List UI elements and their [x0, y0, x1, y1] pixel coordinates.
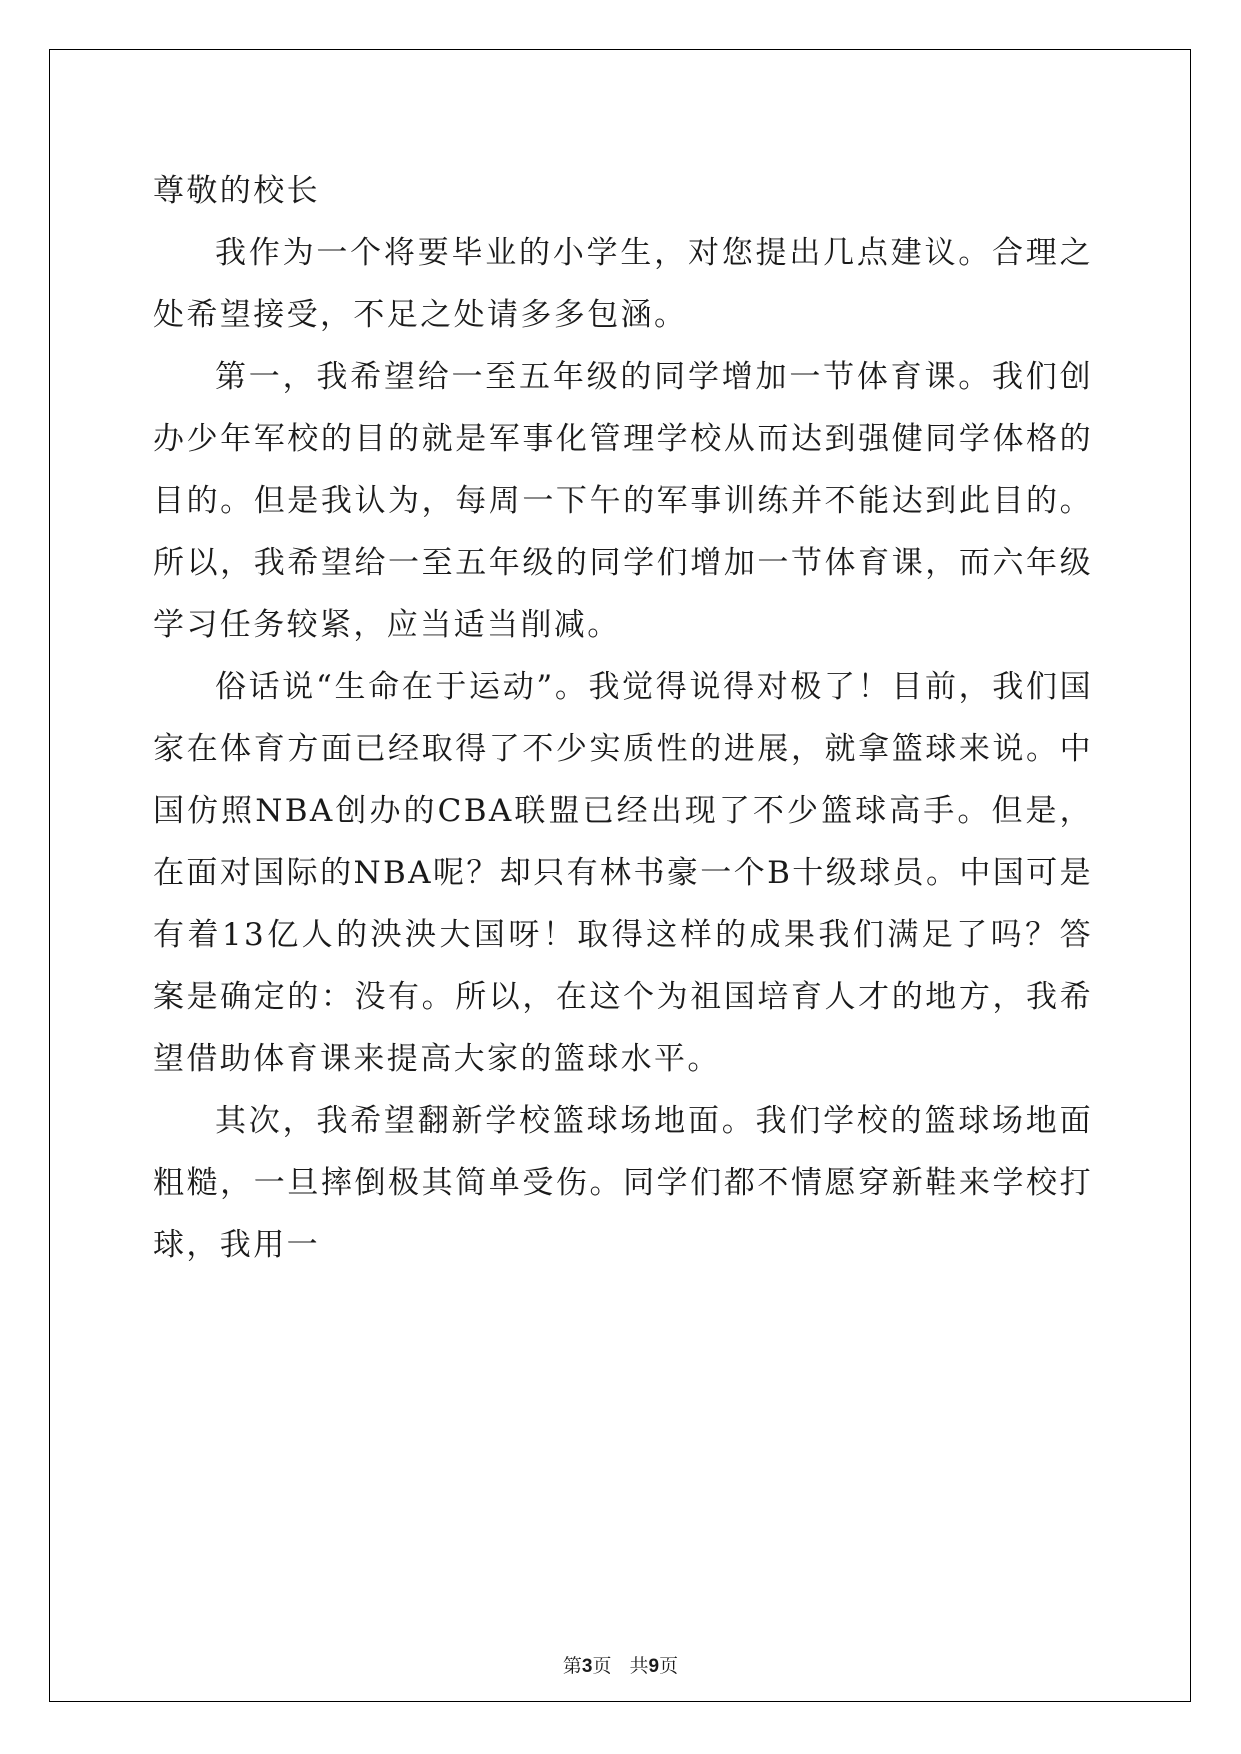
footer-page-suffix: 页 — [592, 1655, 612, 1677]
paragraph-second-suggestion: 其次，我希望翻新学校篮球场地面。我们学校的篮球场地面粗糙，一旦摔倒极其简单受伤。同学们都不情愿穿新鞋来学校打球，我用一 — [153, 1103, 1093, 1263]
footer-total-suffix: 页 — [659, 1655, 679, 1677]
current-page-number: 3 — [581, 1656, 593, 1677]
footer-page-prefix: 第 — [562, 1655, 582, 1677]
paragraph-intro: 我作为一个将要毕业的小学生，对您提出几点建议。合理之处希望接受，不足之处请多多包涵。 — [153, 235, 1093, 333]
page-footer — [0, 1654, 1241, 1679]
paragraph-sports-basketball: 俗话说“生命在于运动”。我觉得说得对极了！目前，我们国家在体育方面已经取得了不少实质性的进展，就拿篮球来说。中国仿照NBA创办的CBA联盟已经出现了不少篮球高手。但是，在面对国际的NBA呢？却只有林书豪一个B十级球员。中国可是有着13亿人的泱泱大国呀！取得这样的成果我们满足了吗？答案是确定的：没有。所以，在这个为祖国培育人才的地方，我希望借助体育课来提高大家的篮球水平。 — [153, 669, 1093, 1077]
footer-total-prefix: 共 — [629, 1655, 649, 1677]
total-pages-number: 9 — [648, 1656, 660, 1677]
salutation: 尊敬的校长 — [153, 173, 320, 209]
paragraph-first-suggestion: 第一，我希望给一至五年级的同学增加一节体育课。我们创办少年军校的目的就是军事化管理学校从而达到强健同学体格的目的。但是我认为，每周一下午的军事训练并不能达到此目的。所以，我希望给一至五年级的同学们增加一节体育课，而六年级学习任务较紧，应当适当削减。 — [153, 359, 1093, 643]
document-body — [153, 160, 1093, 1276]
